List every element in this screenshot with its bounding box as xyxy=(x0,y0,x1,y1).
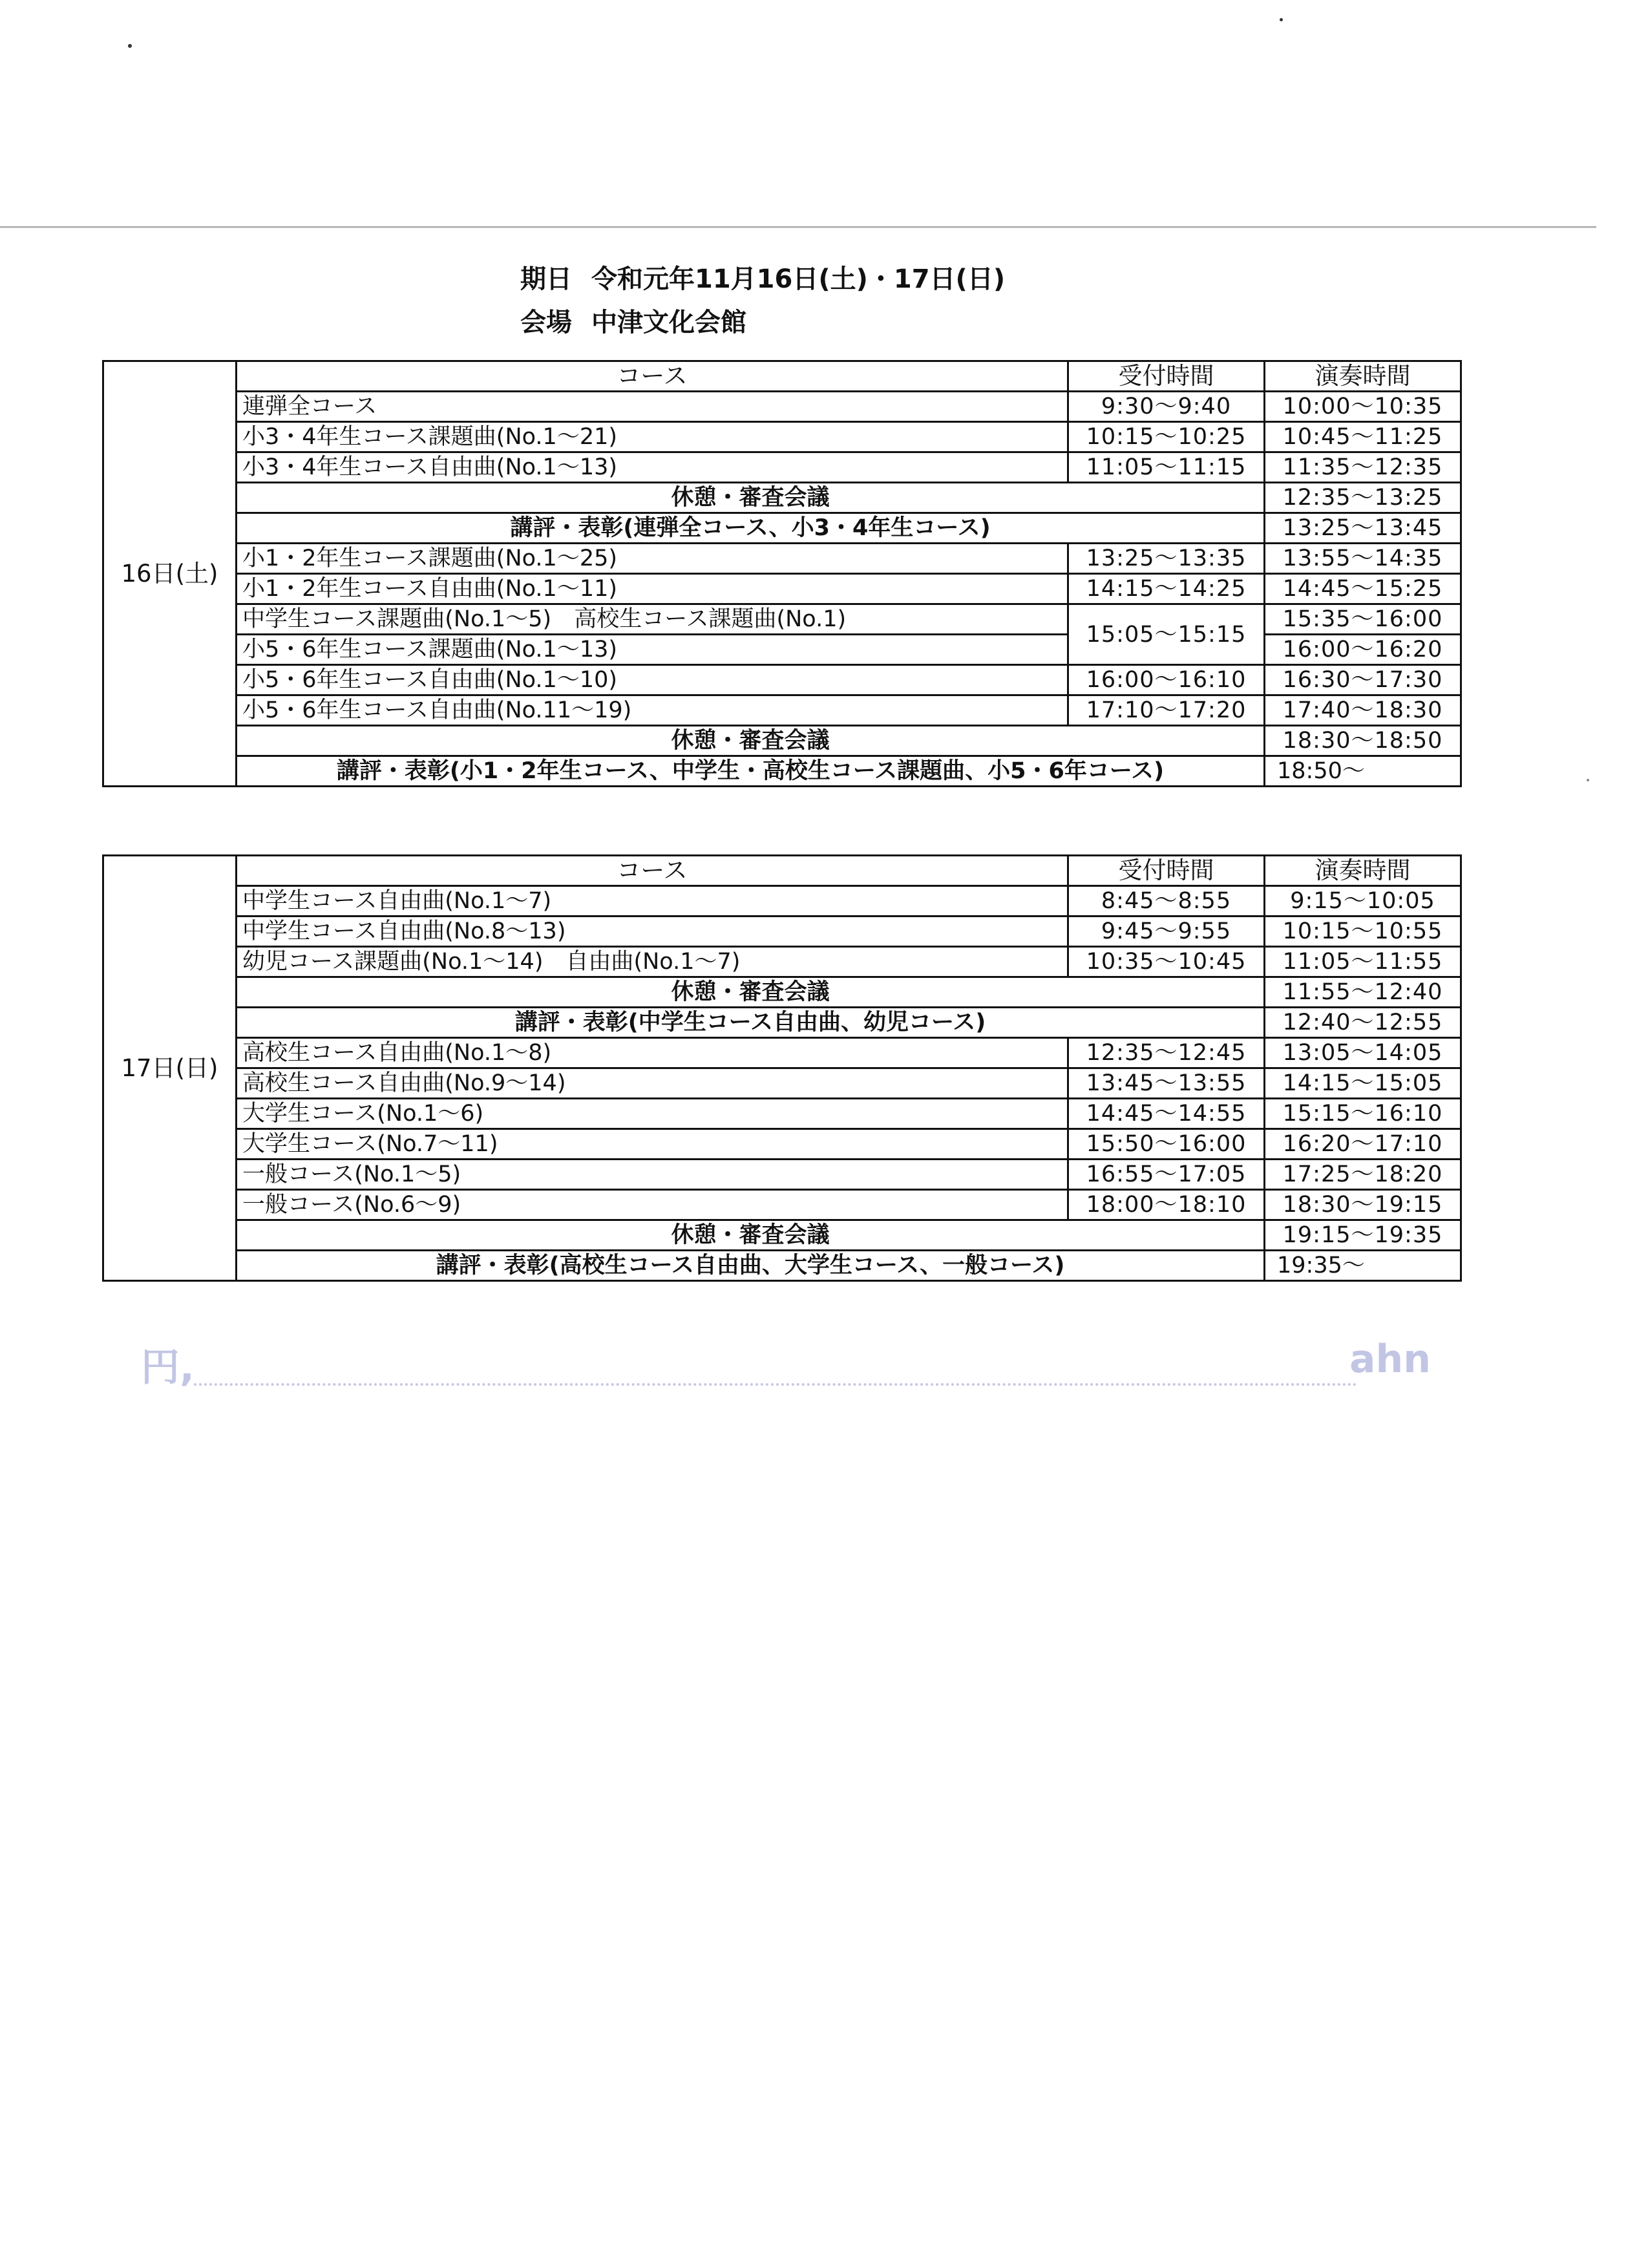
performance-time-cell: 9:15〜10:05 xyxy=(1265,886,1461,917)
course-cell: 大学生コース(No.1〜6) xyxy=(237,1099,1068,1129)
column-header-row xyxy=(103,361,1461,392)
performance-time-cell: 10:45〜11:25 xyxy=(1265,422,1461,452)
course-cell: 高校生コース自由曲(No.1〜8) xyxy=(237,1038,1068,1068)
performance-time-cell: 14:15〜15:05 xyxy=(1265,1068,1461,1099)
break-label: 休憩・審査会議 xyxy=(237,1220,1265,1251)
performance-time-cell: 17:40〜18:30 xyxy=(1265,695,1461,726)
date-label: 期日 xyxy=(520,264,572,294)
performance-time-cell: 14:45〜15:25 xyxy=(1265,574,1461,604)
performance-time-cell: 17:25〜18:20 xyxy=(1265,1160,1461,1190)
table-row xyxy=(103,695,1461,726)
table-row xyxy=(103,1190,1461,1220)
course-cell: 高校生コース自由曲(No.9〜14) xyxy=(237,1068,1068,1099)
reception-time-cell: 9:30〜9:40 xyxy=(1068,392,1265,422)
reception-time-cell: 14:15〜14:25 xyxy=(1068,574,1265,604)
table-row xyxy=(103,422,1461,452)
reception-time-cell: 15:05〜15:15 xyxy=(1068,604,1265,665)
course-cell: 中学生コース自由曲(No.1〜7) xyxy=(237,886,1068,917)
reception-time-cell: 16:00〜16:10 xyxy=(1068,665,1265,695)
reception-time-cell: 10:35〜10:45 xyxy=(1068,947,1265,977)
table-row xyxy=(103,392,1461,422)
table-row xyxy=(103,544,1461,574)
reception-time-cell: 16:55〜17:05 xyxy=(1068,1160,1265,1190)
venue-line xyxy=(520,302,746,339)
day-label: 17日(日) xyxy=(103,856,237,1281)
performance-time-cell: 16:30〜17:30 xyxy=(1265,665,1461,695)
reception-time-cell: 9:45〜9:55 xyxy=(1068,917,1265,947)
course-cell: 小1・2年生コース課題曲(No.1〜25) xyxy=(237,544,1068,574)
break-label: 休憩・審査会議 xyxy=(237,977,1265,1008)
table-row xyxy=(103,1099,1461,1129)
break-label: 休憩・審査会議 xyxy=(237,483,1265,513)
performance-time-cell: 11:55〜12:40 xyxy=(1265,977,1461,1008)
break-row xyxy=(103,977,1461,1008)
performance-time-cell: 11:35〜12:35 xyxy=(1265,452,1461,483)
award-label: 講評・表彰(小1・2年生コース、中学生・高校生コース課題曲、小5・6年コース) xyxy=(237,756,1265,787)
reception-time-cell: 12:35〜12:45 xyxy=(1068,1038,1265,1068)
date-value: 令和元年11月16日(土)・17日(日) xyxy=(591,264,1006,294)
event-date-line xyxy=(520,259,1005,295)
reception-time-cell: 17:10〜17:20 xyxy=(1068,695,1265,726)
performance-time-cell: 16:20〜17:10 xyxy=(1265,1129,1461,1160)
faint-stamp-right: ahn xyxy=(1349,1337,1431,1382)
award-row xyxy=(103,1008,1461,1038)
course-column-header: コース xyxy=(237,856,1068,886)
break-row xyxy=(103,726,1461,756)
performance-time-cell: 15:15〜16:10 xyxy=(1265,1099,1461,1129)
course-cell: 小5・6年生コース課題曲(No.1〜13) xyxy=(237,635,1068,665)
day-label: 16日(土) xyxy=(103,361,237,787)
performance-column-header: 演奏時間 xyxy=(1265,361,1461,392)
table-row xyxy=(103,886,1461,917)
award-label: 講評・表彰(中学生コース自由曲、幼児コース) xyxy=(237,1008,1265,1038)
table-row xyxy=(103,665,1461,695)
performance-time-cell: 18:30〜18:50 xyxy=(1265,726,1461,756)
course-cell: 中学生コース自由曲(No.8〜13) xyxy=(237,917,1068,947)
reception-time-cell: 14:45〜14:55 xyxy=(1068,1099,1265,1129)
reception-time-cell: 15:50〜16:00 xyxy=(1068,1129,1265,1160)
table-row xyxy=(103,1129,1461,1160)
performance-time-cell: 18:30〜19:15 xyxy=(1265,1190,1461,1220)
performance-time-cell: 13:55〜14:35 xyxy=(1265,544,1461,574)
table-row xyxy=(103,1038,1461,1068)
performance-time-cell: 13:25〜13:45 xyxy=(1265,513,1461,544)
table-row xyxy=(103,604,1461,635)
reception-time-cell: 8:45〜8:55 xyxy=(1068,886,1265,917)
course-cell: 小5・6年生コース自由曲(No.11〜19) xyxy=(237,695,1068,726)
award-row xyxy=(103,756,1461,787)
performance-time-cell: 10:00〜10:35 xyxy=(1265,392,1461,422)
award-label: 講評・表彰(連弾全コース、小3・4年生コース) xyxy=(237,513,1265,544)
performance-time-cell: 11:05〜11:55 xyxy=(1265,947,1461,977)
performance-time-cell: 18:50〜 xyxy=(1265,756,1461,787)
course-cell: 小3・4年生コース自由曲(No.1〜13) xyxy=(237,452,1068,483)
award-row xyxy=(103,513,1461,544)
course-cell: 連弾全コース xyxy=(237,392,1068,422)
column-header-row xyxy=(103,856,1461,886)
course-cell: 幼児コース課題曲(No.1〜14) 自由曲(No.1〜7) xyxy=(237,947,1068,977)
course-cell: 小3・4年生コース課題曲(No.1〜21) xyxy=(237,422,1068,452)
venue-label: 会場 xyxy=(520,308,572,337)
performance-time-cell: 15:35〜16:00 xyxy=(1265,604,1461,635)
award-label: 講評・表彰(高校生コース自由曲、大学生コース、一般コース) xyxy=(237,1251,1265,1281)
scan-speck xyxy=(1587,779,1589,781)
table-row xyxy=(103,947,1461,977)
scan-speck xyxy=(128,44,132,48)
break-row xyxy=(103,483,1461,513)
course-column-header: コース xyxy=(237,361,1068,392)
reception-column-header: 受付時間 xyxy=(1068,856,1265,886)
course-cell: 大学生コース(No.7〜11) xyxy=(237,1129,1068,1160)
course-cell: 小5・6年生コース自由曲(No.1〜10) xyxy=(237,665,1068,695)
table-row xyxy=(103,452,1461,483)
table-row xyxy=(103,1068,1461,1099)
schedule-table-day1 xyxy=(102,360,1462,787)
scan-speck xyxy=(1280,18,1283,21)
course-cell: 一般コース(No.6〜9) xyxy=(237,1190,1068,1220)
performance-time-cell: 10:15〜10:55 xyxy=(1265,917,1461,947)
table-row xyxy=(103,917,1461,947)
performance-time-cell: 19:15〜19:35 xyxy=(1265,1220,1461,1251)
venue-value: 中津文化会館 xyxy=(591,308,746,337)
faint-stamp-left: 円, xyxy=(141,1345,195,1390)
break-row xyxy=(103,1220,1461,1251)
reception-time-cell: 11:05〜11:15 xyxy=(1068,452,1265,483)
schedule-table-day2 xyxy=(102,854,1462,1282)
reception-time-cell: 13:25〜13:35 xyxy=(1068,544,1265,574)
course-cell: 一般コース(No.1〜5) xyxy=(237,1160,1068,1190)
faint-dotted-line xyxy=(194,1383,1357,1386)
reception-column-header: 受付時間 xyxy=(1068,361,1265,392)
performance-column-header: 演奏時間 xyxy=(1265,856,1461,886)
performance-time-cell: 19:35〜 xyxy=(1265,1251,1461,1281)
table-row xyxy=(103,1160,1461,1190)
course-cell: 小1・2年生コース自由曲(No.1〜11) xyxy=(237,574,1068,604)
performance-time-cell: 16:00〜16:20 xyxy=(1265,635,1461,665)
reception-time-cell: 18:00〜18:10 xyxy=(1068,1190,1265,1220)
table-row xyxy=(103,574,1461,604)
paper-fold-line xyxy=(0,226,1596,228)
reception-time-cell: 13:45〜13:55 xyxy=(1068,1068,1265,1099)
course-cell: 中学生コース課題曲(No.1〜5) 高校生コース課題曲(No.1) xyxy=(237,604,1068,635)
reception-time-cell: 10:15〜10:25 xyxy=(1068,422,1265,452)
performance-time-cell: 12:35〜13:25 xyxy=(1265,483,1461,513)
performance-time-cell: 13:05〜14:05 xyxy=(1265,1038,1461,1068)
break-label: 休憩・審査会議 xyxy=(237,726,1265,756)
performance-time-cell: 12:40〜12:55 xyxy=(1265,1008,1461,1038)
award-row xyxy=(103,1251,1461,1281)
